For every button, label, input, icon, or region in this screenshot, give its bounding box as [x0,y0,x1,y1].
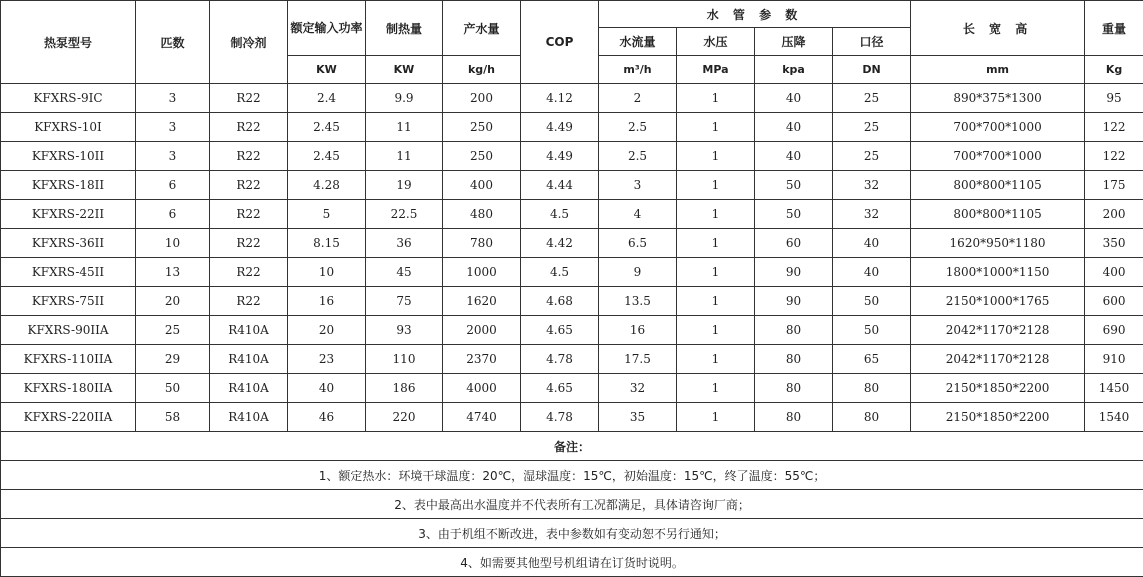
cell-water-output: 250 [443,113,521,142]
header-diameter: 口径 [833,28,911,56]
note-item: 2、表中最高出水温度并不代表所有工况都满足，具体请咨询厂商； [1,490,1143,519]
cell-model: KFXRS-18II [1,171,136,200]
cell-cop: 4.49 [521,113,599,142]
unit-weight: Kg [1085,56,1143,84]
table-body [1,84,1143,432]
cell-phase: 6 [136,171,210,200]
cell-rated-input-power: 4.28 [288,171,366,200]
cell-refrigerant: R410A [210,316,288,345]
cell-water-output: 780 [443,229,521,258]
cell-diameter: 25 [833,113,911,142]
cell-heating-capacity: 22.5 [366,200,443,229]
cell-model: KFXRS-180IIA [1,374,136,403]
cell-pressure-drop: 50 [755,171,833,200]
cell-refrigerant: R410A [210,403,288,432]
cell-heating-capacity: 45 [366,258,443,287]
cell-dimensions: 2042*1170*2128 [911,345,1085,374]
cell-rated-input-power: 2.4 [288,84,366,113]
table-row [1,316,1143,345]
cell-model: KFXRS-22II [1,200,136,229]
cell-diameter: 65 [833,345,911,374]
cell-weight: 350 [1085,229,1143,258]
cell-cop: 4.5 [521,200,599,229]
cell-dimensions: 2150*1850*2200 [911,374,1085,403]
table-row [1,258,1143,287]
cell-phase: 20 [136,287,210,316]
cell-model: KFXRS-90IIA [1,316,136,345]
cell-heating-capacity: 93 [366,316,443,345]
cell-cop: 4.42 [521,229,599,258]
note-item: 3、由于机组不断改进，表中参数如有变动恕不另行通知； [1,519,1143,548]
table-row [1,84,1143,113]
cell-phase: 3 [136,84,210,113]
cell-rated-input-power: 10 [288,258,366,287]
header-refrigerant: 制冷剂 [210,1,288,84]
table-row [1,200,1143,229]
cell-diameter: 25 [833,142,911,171]
cell-water-pressure: 1 [677,229,755,258]
cell-refrigerant: R22 [210,84,288,113]
cell-water-pressure: 1 [677,374,755,403]
cell-dimensions: 1620*950*1180 [911,229,1085,258]
header-rated-input-power: 额定输入功率 [288,1,366,56]
table-row [1,171,1143,200]
cell-heating-capacity: 110 [366,345,443,374]
cell-diameter: 32 [833,200,911,229]
cell-pressure-drop: 90 [755,287,833,316]
cell-weight: 122 [1085,113,1143,142]
header-dimensions: 长 宽 高 [911,1,1085,56]
cell-cop: 4.78 [521,345,599,374]
cell-water-pressure: 1 [677,142,755,171]
cell-model: KFXRS-10I [1,113,136,142]
cell-refrigerant: R22 [210,113,288,142]
cell-pressure-drop: 40 [755,113,833,142]
cell-rated-input-power: 40 [288,374,366,403]
header-water-flow: 水流量 [599,28,677,56]
cell-water-output: 200 [443,84,521,113]
cell-pressure-drop: 80 [755,374,833,403]
cell-weight: 690 [1085,316,1143,345]
unit-dimensions: mm [911,56,1085,84]
cell-model: KFXRS-36II [1,229,136,258]
cell-phase: 6 [136,200,210,229]
table-row [1,142,1143,171]
cell-heating-capacity: 36 [366,229,443,258]
cell-rated-input-power: 16 [288,287,366,316]
cell-water-flow: 16 [599,316,677,345]
cell-water-pressure: 1 [677,316,755,345]
cell-pressure-drop: 80 [755,403,833,432]
cell-cop: 4.44 [521,171,599,200]
table-row [1,287,1143,316]
cell-weight: 200 [1085,200,1143,229]
cell-diameter: 50 [833,316,911,345]
cell-weight: 95 [1085,84,1143,113]
cell-cop: 4.68 [521,287,599,316]
cell-dimensions: 2150*1000*1765 [911,287,1085,316]
cell-pressure-drop: 60 [755,229,833,258]
cell-heating-capacity: 19 [366,171,443,200]
notes-title: 备注： [1,432,1143,461]
cell-water-output: 4000 [443,374,521,403]
cell-dimensions: 800*800*1105 [911,171,1085,200]
cell-pressure-drop: 40 [755,142,833,171]
unit-rated-input-power: KW [288,56,366,84]
unit-water-flow: m³/h [599,56,677,84]
cell-rated-input-power: 46 [288,403,366,432]
unit-heating-capacity: KW [366,56,443,84]
cell-refrigerant: R22 [210,142,288,171]
cell-weight: 175 [1085,171,1143,200]
cell-weight: 400 [1085,258,1143,287]
cell-water-output: 2000 [443,316,521,345]
cell-water-output: 1000 [443,258,521,287]
cell-water-flow: 13.5 [599,287,677,316]
table-row [1,113,1143,142]
cell-model: KFXRS-10II [1,142,136,171]
header-phase: 匹数 [136,1,210,84]
cell-diameter: 50 [833,287,911,316]
cell-water-output: 4740 [443,403,521,432]
table-row [1,229,1143,258]
cell-diameter: 40 [833,229,911,258]
cell-diameter: 32 [833,171,911,200]
cell-pressure-drop: 90 [755,258,833,287]
cell-rated-input-power: 2.45 [288,113,366,142]
header-model: 热泵型号 [1,1,136,84]
cell-diameter: 25 [833,84,911,113]
cell-water-pressure: 1 [677,258,755,287]
cell-rated-input-power: 20 [288,316,366,345]
cell-water-flow: 35 [599,403,677,432]
cell-refrigerant: R22 [210,258,288,287]
header-water-output: 产水量 [443,1,521,56]
cell-water-flow: 2 [599,84,677,113]
cell-water-output: 2370 [443,345,521,374]
cell-model: KFXRS-220IIA [1,403,136,432]
cell-dimensions: 700*700*1000 [911,113,1085,142]
table-row [1,374,1143,403]
cell-weight: 600 [1085,287,1143,316]
cell-water-flow: 9 [599,258,677,287]
cell-water-pressure: 1 [677,287,755,316]
cell-dimensions: 700*700*1000 [911,142,1085,171]
cell-rated-input-power: 23 [288,345,366,374]
cell-diameter: 40 [833,258,911,287]
cell-water-pressure: 1 [677,403,755,432]
cell-weight: 1540 [1085,403,1143,432]
cell-water-output: 400 [443,171,521,200]
cell-cop: 4.49 [521,142,599,171]
cell-phase: 3 [136,113,210,142]
cell-refrigerant: R22 [210,200,288,229]
cell-cop: 4.12 [521,84,599,113]
note-item: 1、额定热水：环境干球温度：20℃，湿球温度：15℃，初始温度：15℃，终了温度：55℃； [1,461,1143,490]
unit-water-output: kg/h [443,56,521,84]
unit-pressure-drop: kpa [755,56,833,84]
cell-water-flow: 2.5 [599,142,677,171]
cell-water-output: 1620 [443,287,521,316]
cell-heating-capacity: 220 [366,403,443,432]
cell-heating-capacity: 11 [366,113,443,142]
cell-pressure-drop: 40 [755,84,833,113]
cell-heating-capacity: 9.9 [366,84,443,113]
cell-dimensions: 800*800*1105 [911,200,1085,229]
cell-water-pressure: 1 [677,345,755,374]
cell-heating-capacity: 11 [366,142,443,171]
cell-weight: 1450 [1085,374,1143,403]
cell-cop: 4.65 [521,374,599,403]
cell-water-pressure: 1 [677,84,755,113]
cell-model: KFXRS-110IIA [1,345,136,374]
cell-refrigerant: R22 [210,229,288,258]
cell-water-pressure: 1 [677,200,755,229]
cell-pressure-drop: 50 [755,200,833,229]
cell-water-output: 250 [443,142,521,171]
cell-water-flow: 3 [599,171,677,200]
cell-model: KFXRS-75II [1,287,136,316]
cell-water-pressure: 1 [677,113,755,142]
header-water-pressure: 水压 [677,28,755,56]
cell-rated-input-power: 5 [288,200,366,229]
cell-diameter: 80 [833,403,911,432]
cell-pressure-drop: 80 [755,345,833,374]
cell-dimensions: 2042*1170*2128 [911,316,1085,345]
table-row [1,345,1143,374]
cell-dimensions: 2150*1850*2200 [911,403,1085,432]
cell-dimensions: 890*375*1300 [911,84,1085,113]
cell-water-output: 480 [443,200,521,229]
cell-cop: 4.65 [521,316,599,345]
cell-heating-capacity: 186 [366,374,443,403]
table-row [1,403,1143,432]
unit-water-pressure: MPa [677,56,755,84]
cell-water-flow: 2.5 [599,113,677,142]
cell-cop: 4.78 [521,403,599,432]
unit-diameter: DN [833,56,911,84]
header-heating-capacity: 制热量 [366,1,443,56]
cell-phase: 29 [136,345,210,374]
cell-rated-input-power: 2.45 [288,142,366,171]
table-header [1,1,1143,84]
cell-phase: 25 [136,316,210,345]
header-weight: 重量 [1085,1,1143,56]
cell-phase: 50 [136,374,210,403]
cell-model: KFXRS-45II [1,258,136,287]
cell-refrigerant: R22 [210,287,288,316]
cell-water-pressure: 1 [677,171,755,200]
cell-water-flow: 6.5 [599,229,677,258]
cell-refrigerant: R410A [210,345,288,374]
cell-heating-capacity: 75 [366,287,443,316]
note-item: 4、如需要其他型号机组请在订货时说明。 [1,548,1143,577]
cell-cop: 4.5 [521,258,599,287]
cell-water-flow: 32 [599,374,677,403]
cell-refrigerant: R22 [210,171,288,200]
notes-section [1,432,1143,577]
cell-refrigerant: R410A [210,374,288,403]
cell-weight: 122 [1085,142,1143,171]
cell-phase: 10 [136,229,210,258]
header-pressure-drop: 压降 [755,28,833,56]
cell-water-flow: 17.5 [599,345,677,374]
cell-weight: 910 [1085,345,1143,374]
header-water-pipe-params: 水 管 参 数 [599,1,911,28]
cell-phase: 13 [136,258,210,287]
cell-phase: 3 [136,142,210,171]
cell-phase: 58 [136,403,210,432]
cell-rated-input-power: 8.15 [288,229,366,258]
cell-dimensions: 1800*1000*1150 [911,258,1085,287]
cell-diameter: 80 [833,374,911,403]
cell-pressure-drop: 80 [755,316,833,345]
cell-water-flow: 4 [599,200,677,229]
cell-model: KFXRS-9IC [1,84,136,113]
header-cop: COP [521,1,599,84]
